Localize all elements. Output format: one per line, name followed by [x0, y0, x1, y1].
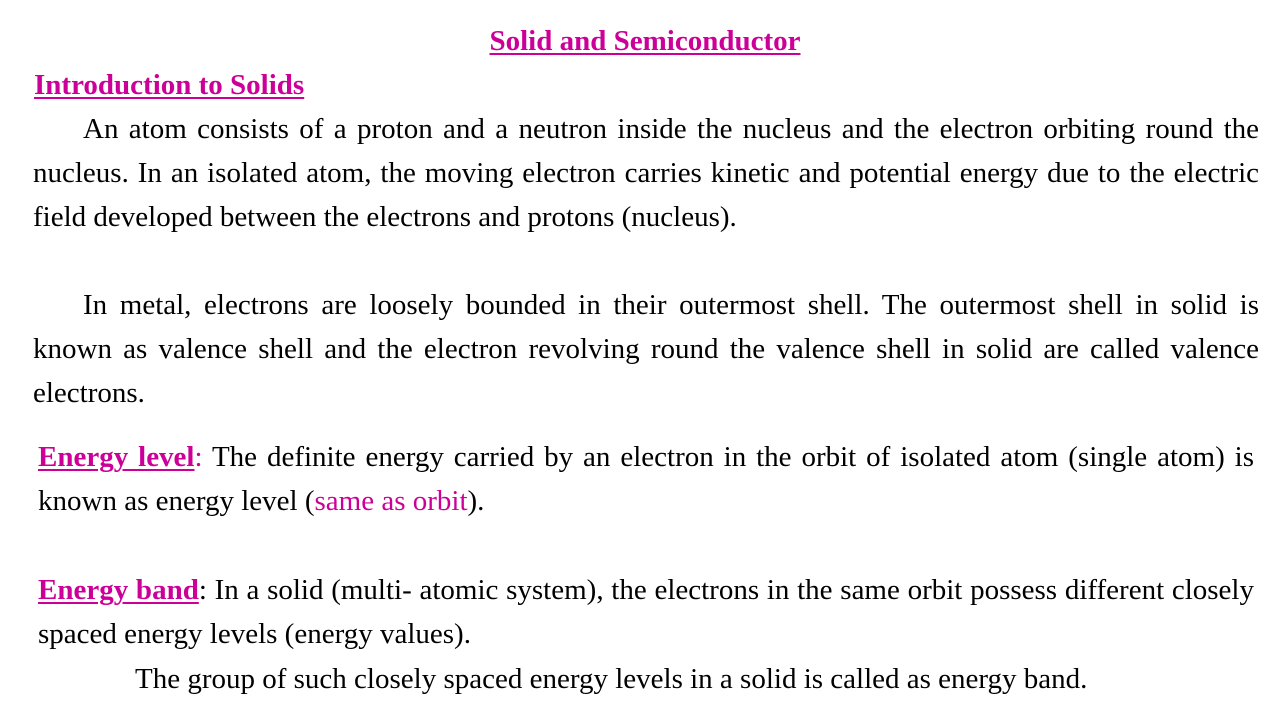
page-title: Solid and Semiconductor [489, 25, 801, 57]
energy-level-separator: : [194, 441, 203, 473]
energy-level-definition [38, 435, 1254, 523]
paragraph-atom-structure: An atom consists of a proton and a neutron inside the nucleus and the electron orbiting round the nucleus. In an isolated atom, the moving electron carries kinetic and potential energy due to the electric field developed between the electrons and protons (nucleus). [33, 113, 1259, 233]
energy-band-definition [38, 568, 1254, 656]
energy-band-summary: The group of such closely spaced energy levels in a solid is called as energy band. [135, 663, 1088, 695]
energy-level-text: The definite energy carried by an electron in the orbit of isolated atom (single atom) is known as energy level ( [38, 441, 1254, 517]
energy-band-text: In a solid (multi- atomic system), the electrons in the same orbit possess different closely spaced energy levels (energy values). [38, 574, 1254, 650]
energy-band-term: Energy band [38, 574, 199, 606]
energy-level-highlight: same as orbit [314, 485, 468, 517]
energy-band-separator: : [198, 574, 207, 606]
energy-level-text-end: ). [467, 485, 485, 517]
section-heading: Introduction to Solids [34, 69, 305, 101]
energy-level-term: Energy level [38, 441, 195, 473]
paragraph-valence-electrons: In metal, electrons are loosely bounded in their outermost shell. The outermost shell in solid is known as valence shell and the electron revolving round the valence shell in solid are called valence electrons. [33, 289, 1259, 409]
